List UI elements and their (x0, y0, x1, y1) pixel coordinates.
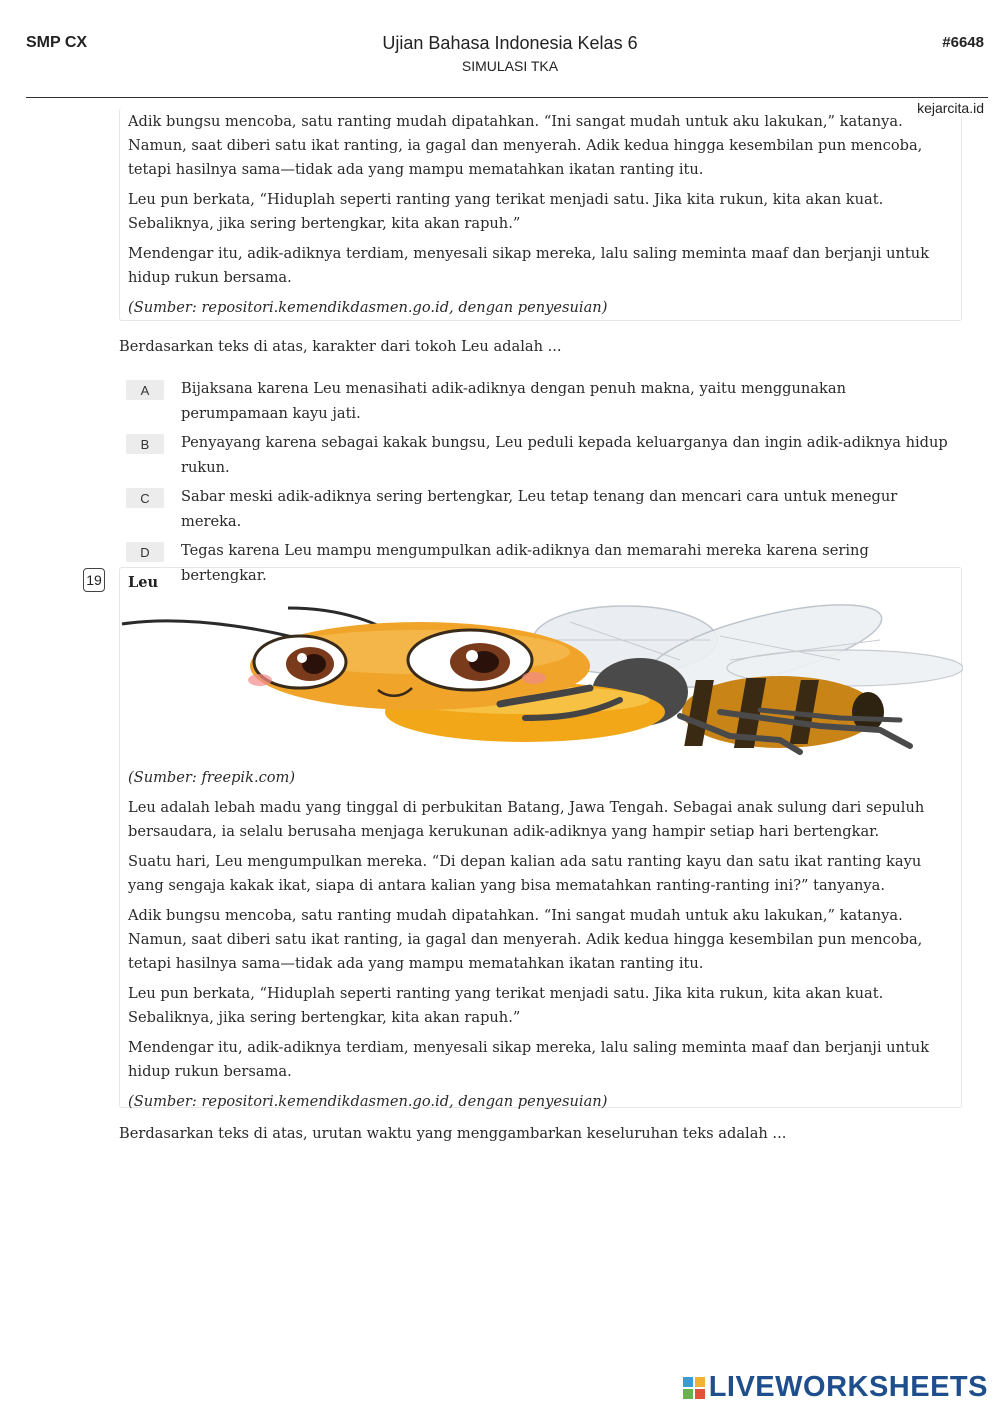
passage-card-19 (119, 567, 962, 1108)
passage-paragraph: Mendengar itu, adik-adiknya terdiam, menyesali sikap mereka, lalu saling meminta maaf dan berjanji untuk hidup rukun bersama. (128, 245, 930, 286)
header-divider (26, 97, 988, 98)
passage-source: (Sumber: repositori.kemendikdasmen.go.id, dengan penyesuian) (128, 1093, 608, 1110)
option-b[interactable] (126, 431, 951, 480)
passage-title: Leu (128, 574, 159, 591)
liveworksheets-logo (683, 1371, 988, 1404)
passage-source: (Sumber: repositori.kemendikdasmen.go.id, dengan penyesuian) (128, 299, 608, 316)
passage-card-18 (119, 108, 962, 321)
bee-illustration (120, 600, 963, 762)
bee-image (120, 600, 963, 762)
passage-paragraph: Mendengar itu, adik-adiknya terdiam, menyesali sikap mereka, lalu saling meminta maaf dan berjanji untuk hidup rukun bersama. (128, 1039, 930, 1080)
passage-paragraph: Leu pun berkata, “Hiduplah seperti ranting yang terikat menjadi satu. Jika kita rukun, kita akan kuat. Sebaliknya, jika sering bertengkar, kita akan rapuh.” (128, 985, 884, 1026)
site-watermark: kejarcita.id (917, 100, 984, 116)
passage-paragraph: Adik bungsu mencoba, satu ranting mudah dipatahkan. “Ini sangat mudah untuk aku lakukan,” katanya. Namun, saat diberi satu ikat ranting, ia gagal dan menyerah. Adik kedua hingga kesembilan pun mencoba, tetapi hasilnya sama—tidak ada yang mampu mematahkan ikatan ranting itu. (128, 907, 923, 972)
image-source: (Sumber: freepik.com) (128, 769, 296, 786)
passage-paragraph: Suatu hari, Leu mengumpulkan mereka. “Di depan kalian ada satu ranting kayu dan satu ikat ranting kayu yang sengaja kakak ikat, siapa di antara kalian yang bisa mematahkan ranting-ranting ini?” tanyanya. (128, 853, 922, 894)
option-letter[interactable]: C (126, 488, 164, 508)
option-letter[interactable]: B (126, 434, 164, 454)
exam-code: #6648 (942, 34, 984, 51)
option-c[interactable] (126, 485, 951, 534)
question-18-text: Berdasarkan teks di atas, karakter dari tokoh Leu adalah ... (119, 338, 562, 355)
passage-paragraph: Adik bungsu mencoba, satu ranting mudah dipatahkan. “Ini sangat mudah untuk aku lakukan,” katanya. Namun, saat diberi satu ikat ranting, ia gagal dan menyerah. Adik kedua hingga kesembilan pun mencoba, tetapi hasilnya sama—tidak ada yang mampu mematahkan ikatan ranting itu. (128, 113, 923, 178)
exam-header (300, 33, 720, 74)
liveworksheets-icon (683, 1377, 705, 1399)
passage-paragraph: Leu adalah lebah madu yang tinggal di perbukitan Batang, Jawa Tengah. Sebagai anak sulung dari sepuluh bersaudara, ia selalu berusaha menjaga kerukunan adik-adiknya yang hampir setiap hari bertengkar. (128, 799, 925, 840)
question-number-19: 19 (83, 568, 105, 592)
school-name: SMP CX (26, 34, 88, 51)
option-text[interactable]: Tegas karena Leu mampu mengumpulkan adik-adiknya dan memarahi mereka karena sering bertengkar. (181, 542, 869, 584)
question-19-text: Berdasarkan teks di atas, urutan waktu yang menggambarkan keseluruhan teks adalah ... (119, 1125, 787, 1142)
exam-title: Ujian Bahasa Indonesia Kelas 6 (382, 33, 638, 53)
option-text[interactable]: Sabar meski adik-adiknya sering bertengkar, Leu tetap tenang dan mencari cara untuk menegur mereka. (181, 488, 898, 530)
q18-options (126, 377, 951, 593)
option-text[interactable]: Bijaksana karena Leu menasihati adik-adiknya dengan penuh makna, yaitu menggunakan perumpamaan kayu jati. (181, 380, 846, 422)
option-letter[interactable]: A (126, 380, 164, 400)
passage-body-19 (120, 766, 963, 1120)
option-letter[interactable]: D (126, 542, 164, 562)
exam-subtitle: SIMULASI TKA (461, 58, 559, 74)
option-a[interactable] (126, 377, 951, 426)
logo-text: LIVEWORKSHEETS (708, 1371, 988, 1403)
option-text[interactable]: Penyayang karena sebagai kakak bungsu, Leu peduli kepada keluarganya dan ingin adik-adiknya hidup rukun. (181, 434, 948, 476)
passage-paragraph: Leu pun berkata, “Hiduplah seperti ranting yang terikat menjadi satu. Jika kita rukun, kita akan kuat. Sebaliknya, jika sering bertengkar, kita akan rapuh.” (128, 191, 884, 232)
